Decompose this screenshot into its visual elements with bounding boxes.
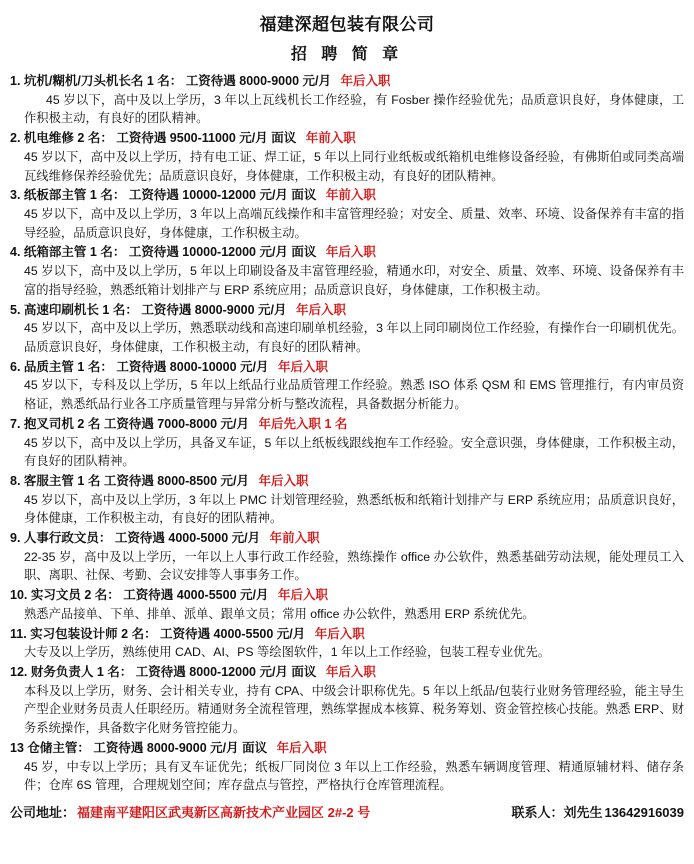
contact-label: 联系人：刘先生 [511, 804, 603, 820]
job-entry-time: 年前入职 [269, 531, 320, 545]
job-entry-time: 年后入职 [325, 665, 376, 679]
job-requirements-text: 熟悉产品接单、下单、排单、派单、跟单文员；常用 office 办公软件，熟悉用 ERP 系统优先。 [24, 606, 535, 621]
contact-phone: 13642916039 [604, 804, 684, 820]
job-item [10, 243, 684, 299]
job-title: 仓储主管： [27, 740, 90, 755]
job-entry-time: 年后入职 [277, 588, 328, 603]
job-salary: 工资待遇 4000-5000 元/月 [114, 531, 261, 545]
job-salary: 工资待遇 4000-5500 元/月 [160, 626, 306, 641]
job-entry-time: 年后入职 [276, 740, 327, 755]
job-requirements-text: 本科及以上学历，财务、会计相关专业，持有 CPA、中级会计职称优先。5 年以上纸品/包装行业财务管理经验，能主导生产型企业财务员责人任职经历。精通财务全流程管理，熟练掌握成本核算、税务筹划、资金管控核心技能。熟悉 ERP、财务系统操作，具备数字化财务管控能力。 [24, 683, 684, 736]
job-salary: 工资待遇 10000-12000 元/月 [128, 245, 288, 260]
job-salary: 工资待遇 4000-5500 元/月 [123, 588, 269, 603]
job-item [10, 129, 684, 185]
job-title: 纸箱部主管 1 名： [23, 245, 126, 260]
job-requirements-text: 45 岁以下，高中及以上学历，3 年以上 PMC 计划管理经验，熟悉纸板和纸箱计划排产与 ERP 系统应用；品质意识良好，身体健康，工作积极主动，有良好的团队精神。 [24, 492, 684, 526]
job-requirements-text: 45 岁，中专以上学历；具有叉车证优先；纸板厂同岗位 3 年以上工作经验，熟悉车辆调度管理、精通原辅材料、储存条件；仓库 6S 管理，合理规划空间；库存盘点与管控，严格执行仓库管理流程。 [24, 759, 684, 793]
job-item [10, 358, 684, 414]
job-title: 高速印刷机长 1 名： [23, 302, 138, 317]
document-title: 招 聘 简 章 [290, 46, 404, 63]
job-entry-time: 年前入职 [305, 131, 356, 146]
job-number: 4. [10, 245, 21, 260]
footer [10, 802, 684, 821]
job-requirements-text: 大专及以上学历，熟练使用 CAD、AI、PS 等绘图软件，1 年以上工作经验，包装工程专业优先。 [24, 645, 551, 660]
job-salary: 工资待遇 8000-10000 元/月 [116, 359, 269, 374]
job-entry-time: 年前入职 [325, 188, 376, 203]
job-salary: 工资待遇 10000-12000 元/月 [128, 188, 288, 203]
job-number: 11. [10, 626, 27, 641]
job-heading [10, 72, 684, 91]
job-item [10, 72, 684, 128]
job-heading [10, 663, 684, 682]
job-requirements [10, 262, 684, 299]
job-entry-time: 年后入职 [325, 245, 376, 260]
job-title: 实习文员 2 名： [30, 588, 120, 603]
job-extra: 面议 [242, 740, 268, 755]
job-requirements [10, 643, 684, 662]
job-salary: 工资待遇 8000-9000 元/月 [93, 740, 239, 755]
job-requirements [10, 205, 684, 242]
address-value: 福建南平建阳区武夷新区高新技术产业园区 2#-2 号 [77, 804, 371, 820]
job-heading [10, 739, 684, 758]
job-salary: 工资待遇 8000-12000 元/月 [135, 665, 288, 679]
job-requirements-text: 45 岁以下，高中及以上学历，持有电工证、焊工证，5 年以上同行业纸板或纸箱机电维修设备经验，有佛斯伯或同类高端瓦线维修保养经验优先；品质意识良好，身体健康，工作积极主动，有良好的团队精神。 [24, 149, 684, 183]
job-entry-time: 年后入职 [258, 473, 309, 488]
job-extra: 面议 [271, 131, 297, 146]
job-heading [10, 625, 684, 644]
job-item [10, 663, 684, 738]
job-requirements [10, 758, 684, 795]
job-title: 纸板部主管 1 名： [23, 188, 126, 203]
job-requirements [10, 319, 684, 356]
job-title: 财务负责人 1 名： [30, 665, 133, 679]
job-salary: 工资待遇 8000-9000 元/月 [141, 302, 287, 317]
job-item [10, 625, 684, 662]
company-name: 福建深超包装有限公司 [259, 15, 435, 34]
job-requirements-text: 45 岁以下，专科及以上学历，5 年以上纸品行业品质管理工作经验。熟悉 ISO 体系 QSM 和 EMS 管理推行，有内审员资格证，熟悉纸品行业各工序质量管理与异常分析与整改流程，具备数据分析能力。 [24, 378, 684, 412]
job-list [10, 72, 684, 795]
job-item [10, 301, 684, 357]
job-number: 1. [10, 74, 21, 88]
job-entry-time: 年后入职 [314, 626, 365, 641]
job-requirements [10, 148, 684, 185]
job-number: 12. [10, 665, 28, 679]
job-number: 8. [10, 473, 21, 488]
job-heading [10, 529, 684, 548]
job-number: 2. [10, 131, 21, 146]
job-heading [10, 129, 684, 148]
job-number: 13 [10, 740, 24, 755]
job-item [10, 472, 684, 528]
job-number: 9. [10, 531, 21, 545]
job-requirements [10, 605, 684, 624]
job-title: 实习包装设计师 2 名： [30, 626, 157, 641]
job-entry-time: 年后入职 [340, 74, 391, 88]
job-extra: 面议 [291, 665, 317, 679]
job-number: 6. [10, 359, 21, 374]
job-requirements [10, 491, 684, 528]
job-heading [10, 243, 684, 262]
job-heading [10, 301, 684, 320]
job-requirements [10, 376, 684, 413]
job-item [10, 415, 684, 471]
job-salary: 工资待遇 8000-8500 元/月 [103, 473, 250, 488]
job-title: 客服主管 1 名 [23, 473, 101, 488]
job-number: 5. [10, 302, 21, 317]
job-heading [10, 186, 684, 205]
job-entry-time: 年后入职 [296, 302, 347, 317]
job-item [10, 739, 684, 795]
job-heading [10, 586, 684, 605]
job-item [10, 529, 684, 585]
job-salary: 工资待遇 7000-8000 元/月 [103, 416, 250, 431]
job-requirements [10, 682, 684, 738]
job-entry-time: 年后先入职 1 名 [258, 416, 348, 431]
job-title: 人事行政文员： [23, 531, 112, 545]
job-requirements [10, 434, 684, 471]
job-entry-time: 年后入职 [277, 359, 328, 374]
job-requirements-text: 45 岁以下，高中及以上学历，具备叉车证，5 年以上纸板线跟线抱车工作经验。安全意识强，身体健康，工作积极主动，有良好的团队精神。 [24, 435, 684, 469]
job-requirements-text: 22-35 岁，高中及以上学历，一年以上人事行政工作经验，熟练操作 office 办公软件，熟悉基础劳动法规，能处理员工入职、离职、社保、考勤、会议安排等人事事务工作。 [24, 549, 684, 583]
job-item [10, 186, 684, 242]
job-requirements-text: 45 岁以下，高中及以上学历，3 年以上瓦线机长工作经验，有 Fosber 操作经验优先；品质意识良好，身体健康，工作积极主动，有良好的团队精神。 [24, 92, 684, 126]
job-title: 品质主管 1 名： [23, 359, 113, 374]
job-requirements [10, 548, 684, 585]
address-label: 公司地址： [10, 804, 76, 820]
job-extra: 面议 [291, 188, 317, 203]
job-salary: 工资待遇 9500-11000 元/月 [116, 131, 268, 146]
job-heading [10, 415, 684, 434]
job-heading [10, 358, 684, 377]
job-requirements-text: 45 岁以下，高中及以上学历，3 年以上高端瓦线操作和丰富管理经验；对安全、质量、效率、环境、设备保养有丰富的指导经验，品质意识良好，身体健康，工作积极主动。 [24, 207, 684, 240]
job-number: 3. [10, 188, 21, 203]
job-item [10, 586, 684, 623]
job-heading [10, 472, 684, 491]
job-salary: 工资待遇 8000-9000 元/月 [185, 74, 331, 88]
job-title: 抱叉司机 2 名 [23, 416, 101, 431]
job-requirements [10, 91, 684, 128]
job-requirements-text: 45 岁以下，高中及以上学历，5 年以上印刷设备及丰富管理经验，精通水印，对安全、质量、效率、环境、设备保养有丰富的指导经验，熟悉纸箱计划排产与 ERP 系统应用；品质意识良好，身体健康，工作积极主动。 [24, 264, 684, 297]
job-number: 7. [10, 416, 21, 431]
job-title: 坑机/糊机/刀头机长名 1 名： [23, 74, 183, 88]
job-number: 10. [10, 588, 28, 603]
job-requirements-text: 45 岁以下，高中及以上学历，熟悉联动线和高速印刷单机经验，3 年以上同印刷岗位工作经验，有操作台一印刷机优先。品质意识良好，身体健康，工作积极主动，有良好的团队精神。 [24, 321, 684, 354]
job-title: 机电维修 2 名： [23, 131, 113, 146]
job-extra: 面议 [291, 245, 317, 260]
